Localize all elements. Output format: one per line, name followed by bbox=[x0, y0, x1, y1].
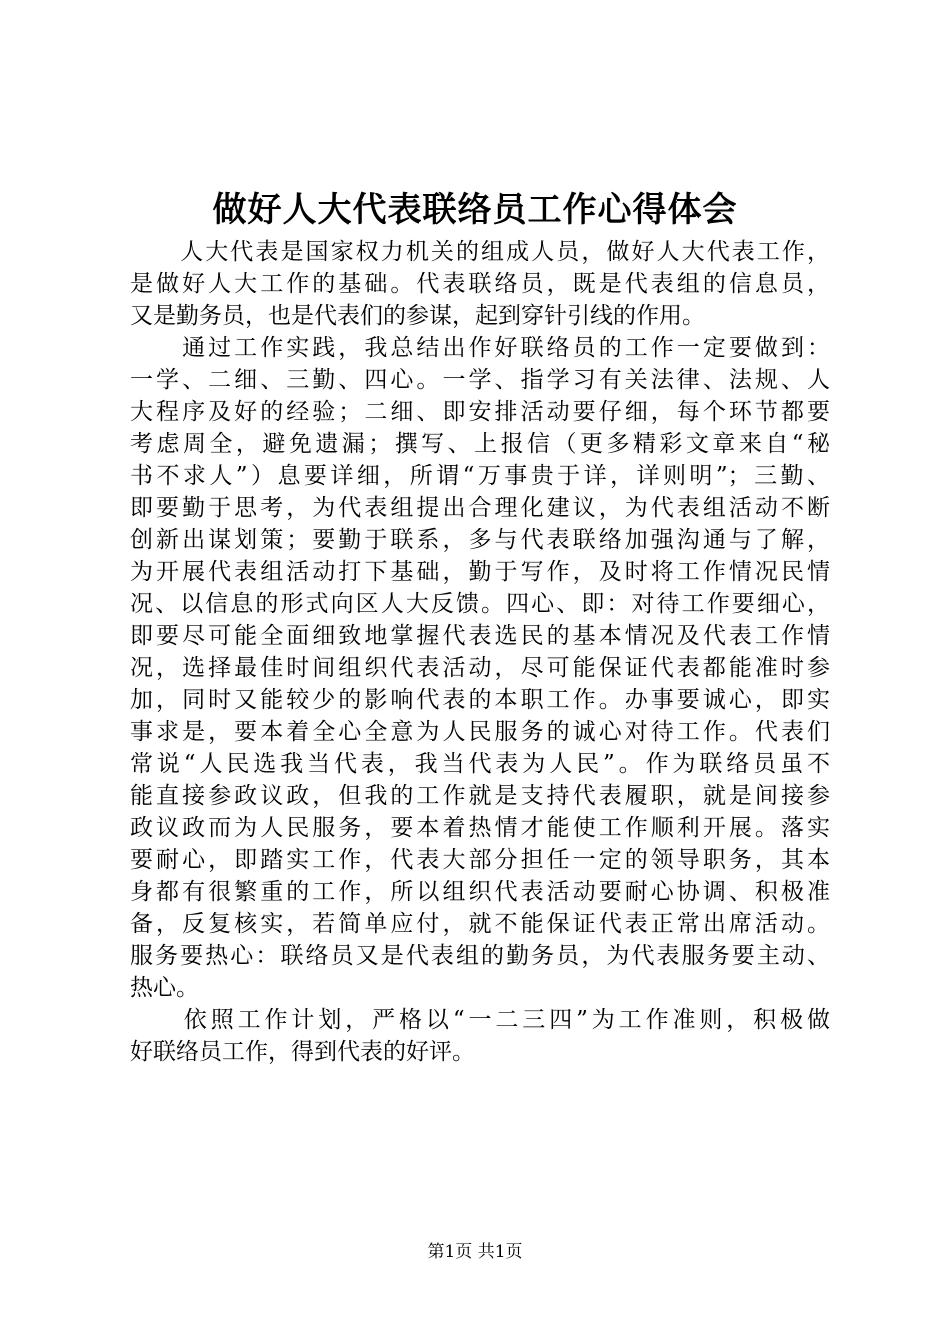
document-title: 做好人大代表联络员工作心得体会 bbox=[212, 190, 738, 230]
text-line: 创新出谋划策；要勤于联系，多与代表联络加强沟通与了解， bbox=[130, 527, 830, 553]
text-line: 是做好人大工作的基础。代表联络员，既是代表组的信息员， bbox=[130, 271, 830, 297]
text-line: 书不求人”）息要详细，所谓“万事贵于详，详则明”；三勤、 bbox=[130, 463, 830, 489]
text-line: 能直接参政议政，但我的工作就是支持代表履职，就是间接参 bbox=[130, 783, 830, 809]
text-line: 大程序及好的经验；二细、即安排活动要仔细，每个环节都要 bbox=[130, 399, 830, 425]
paragraph-3 bbox=[130, 1004, 830, 1068]
text-line: 依照工作计划，严格以“一二三四”为工作准则，积极做 bbox=[130, 1007, 830, 1033]
text-line: 事求是，要本着全心全意为人民服务的诚心对待工作。代表们 bbox=[130, 719, 830, 745]
text-line: 人大代表是国家权力机关的组成人员，做好人大代表工作， bbox=[130, 239, 830, 265]
text-line: 又是勤务员，也是代表们的参谋，起到穿针引线的作用。 bbox=[130, 303, 705, 329]
page-footer: 第1页 共1页 bbox=[427, 1242, 523, 1262]
text-line: 身都有很繁重的工作，所以组织代表活动要耐心协调、积极准 bbox=[130, 879, 830, 905]
text-line: 通过工作实践，我总结出作好联络员的工作一定要做到： bbox=[130, 335, 830, 361]
text-line: 即要勤于思考，为代表组提出合理化建议，为代表组活动不断 bbox=[130, 495, 830, 521]
text-line: 为开展代表组活动打下基础，勤于写作，及时将工作情况民情 bbox=[130, 559, 830, 585]
text-line: 一学、二细、三勤、四心。一学、指学习有关法律、法规、人 bbox=[130, 367, 830, 393]
paragraph-1 bbox=[130, 236, 830, 332]
text-line: 况、以信息的形式向区人大反馈。四心、即：对待工作要细心， bbox=[130, 591, 830, 617]
text-line: 况，选择最佳时间组织代表活动，尽可能保证代表都能准时参 bbox=[130, 655, 830, 681]
text-line: 服务要热心：联络员又是代表组的勤务员，为代表服务要主动、 bbox=[130, 943, 830, 969]
document-body bbox=[130, 236, 830, 1068]
text-line: 政议政而为人民服务，要本着热情才能使工作顺利开展。落实 bbox=[130, 815, 830, 841]
text-line: 备，反复核实，若简单应付，就不能保证代表正常出席活动。 bbox=[130, 911, 830, 937]
text-line: 即要尽可能全面细致地掌握代表选民的基本情况及代表工作情 bbox=[130, 623, 830, 649]
text-line: 考虑周全，避免遗漏；撰写、上报信（更多精彩文章来自“秘 bbox=[130, 431, 830, 457]
text-line: 常说“人民选我当代表，我当代表为人民”。作为联络员虽不 bbox=[130, 751, 830, 777]
text-line: 好联络员工作，得到代表的好评。 bbox=[130, 1039, 475, 1065]
text-line: 加，同时又能较少的影响代表的本职工作。办事要诚心，即实 bbox=[130, 687, 830, 713]
paragraph-2 bbox=[130, 332, 830, 1004]
text-line: 要耐心，即踏实工作，代表大部分担任一定的领导职务，其本 bbox=[130, 847, 830, 873]
text-line: 热心。 bbox=[130, 975, 199, 1001]
